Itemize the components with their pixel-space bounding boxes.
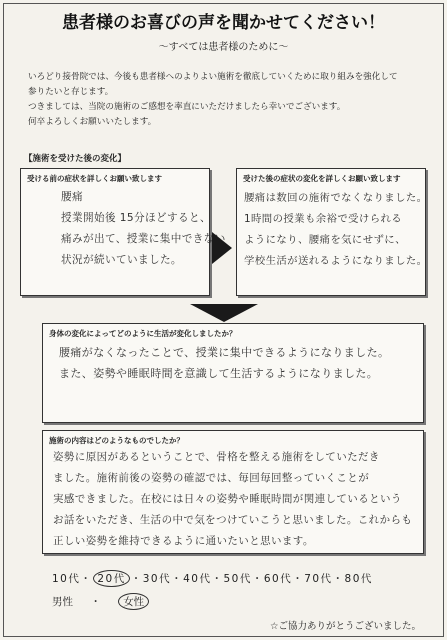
before-box-answer: [61, 189, 226, 273]
intro-line: 参りたいと存じます。: [28, 87, 114, 97]
life-box-answer: [59, 344, 389, 386]
page-subtitle: ～すべては患者様のために～: [158, 42, 289, 53]
before-symptoms-box[interactable]: [20, 168, 226, 296]
age-option-selected[interactable]: 20代: [93, 570, 129, 587]
arrow-right-icon: [212, 232, 232, 264]
after-box-label: 受けた後の症状の変化を詳しくお願い致します: [243, 174, 401, 183]
answer-line: 腰痛がなくなったことで、授業に集中できるようになりました。: [59, 346, 390, 359]
content-box-answer: [53, 449, 412, 554]
answer-line: 授業開始後 15分ほどすると、: [61, 212, 211, 224]
intro-text: [28, 70, 423, 130]
gender-option-male[interactable]: 男性: [52, 596, 73, 608]
answer-line: 腰痛は数回の施術でなくなりました。: [244, 192, 428, 204]
before-box-label: 受ける前の症状を詳しくお願い致します: [27, 174, 162, 183]
answer-line: ました。施術前後の姿勢の確認では、毎回毎回整っていくことが: [53, 472, 370, 484]
gender-option-female-selected[interactable]: 女性: [118, 593, 149, 610]
after-symptoms-box[interactable]: [236, 168, 426, 296]
answer-line: 腰痛: [61, 191, 83, 203]
answer-line: 実感できました。在校には日々の姿勢や睡眠時間が関連しているという: [53, 493, 402, 505]
age-options-after[interactable]: ・30代・40代・50代・60代・70代・80代: [130, 573, 373, 585]
intro-line: 何卒よろしくお願いいたします。: [28, 117, 157, 127]
arrow-down-icon: [190, 304, 258, 322]
treatment-content-box[interactable]: [42, 430, 424, 554]
answer-line: お話をいただき、生活の中で気をつけていこうと思いました。これからも: [53, 514, 413, 526]
life-change-box[interactable]: [42, 323, 424, 423]
answer-line: 痛みが出て、授業に集中できない: [61, 233, 226, 245]
after-box-answer: [244, 189, 427, 273]
answer-line: 正しい姿勢を維持できるように通いたいと思います。: [53, 535, 314, 547]
answer-line: 姿勢に原因があるということで、骨格を整える施術をしていただき: [53, 451, 380, 463]
content-box-label: 施術の内容はどのようなものでしたか？: [49, 436, 184, 445]
answer-line: 状況が続いていました。: [61, 254, 182, 266]
gender-selector[interactable]: [52, 593, 149, 610]
gender-separator: ・: [90, 596, 101, 608]
answer-line: ようになり、腰痛を気にせずに、: [244, 234, 406, 246]
answer-line: 1時間の授業も余裕で受けられる: [244, 213, 403, 225]
page-title: 患者様のお喜びの声を聞かせてください！: [62, 13, 385, 33]
intro-line: つきましては、当院の施術のご感想を率直にいただけましたら幸いでございます。: [28, 102, 346, 112]
answer-line: 学校生活が送れるようになりました。: [244, 255, 428, 267]
intro-line: いろどり接骨院では、今後も患者様へのよりよい施術を徹底していくために取り組みを強化して: [28, 72, 398, 82]
age-options-before[interactable]: 10代・: [52, 573, 93, 585]
answer-line: また、姿勢や睡眠時間を意識して生活するようになりました。: [59, 367, 379, 380]
section-label: 【施術を受けた後の変化】: [24, 154, 127, 164]
life-box-label: 身体の変化によってどのように生活が変化しましたか？: [49, 329, 237, 338]
thanks-message: ☆ご協力ありがとうございました。: [269, 621, 421, 632]
age-selector[interactable]: [52, 570, 373, 587]
